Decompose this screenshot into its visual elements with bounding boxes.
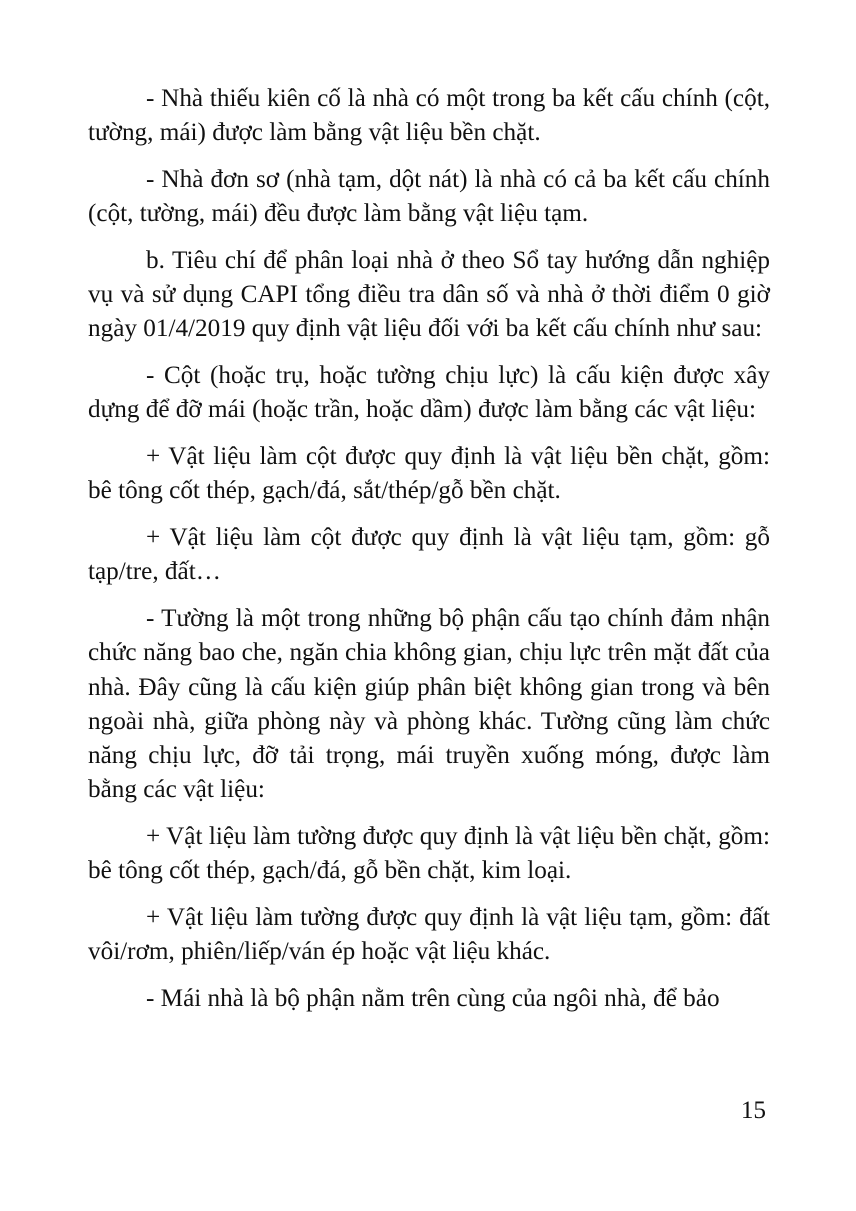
paragraph-nha-thieu-kien-co: - Nhà thiếu kiên cố là nhà có một trong ba kết cấu chính (cột, tường, mái) được làm bằng vật liệu bền chặt. (88, 85, 770, 147)
page-number: 15 (740, 1097, 766, 1124)
paragraph-tuong-ben-chat: + Vật liệu làm tường được quy định là vật liệu bền chặt, gồm: bê tông cốt thép, gạch/đá, gỗ bền chặt, kim loại. (88, 823, 770, 885)
paragraph-tuong: - Tường là một trong những bộ phận cấu tạo chính đảm nhận chức năng bao che, ngăn chia không gian, chịu lực trên mặt đất của nhà. Đây cũng là cấu kiện giúp phân biệt không gian trong và bên ngoài nhà, giữa phòng này và phòng khác. Tường cũng làm chức năng chịu lực, đỡ tải trọng, mái truyền xuống móng, được làm bằng các vật liệu: (88, 605, 770, 804)
paragraph-cot: - Cột (hoặc trụ, hoặc tường chịu lực) là cấu kiện được xây dựng để đỡ mái (hoặc trần, hoặc dầm) được làm bằng các vật liệu: (88, 362, 770, 424)
document-page (88, 82, 770, 1029)
paragraph-tieu-chi-phan-loai: b. Tiêu chí để phân loại nhà ở theo Sổ tay hướng dẫn nghiệp vụ và sử dụng CAPI tổng điều tra dân số và nhà ở thời điểm 0 giờ ngày 01/4/2019 quy định vật liệu đối với ba kết cấu chính như sau: (88, 247, 770, 343)
paragraph-cot-tam: + Vật liệu làm cột được quy định là vật liệu tạm, gồm: gỗ tạp/tre, đất… (88, 524, 770, 586)
paragraph-tuong-tam: + Vật liệu làm tường được quy định là vật liệu tạm, gồm: đất vôi/rơm, phiên/liếp/ván ép hoặc vật liệu khác. (88, 904, 770, 966)
paragraph-nha-don-so: - Nhà đơn sơ (nhà tạm, dột nát) là nhà có cả ba kết cấu chính (cột, tường, mái) đều được làm bằng vật liệu tạm. (88, 166, 770, 228)
paragraph-mai-nha: - Mái nhà là bộ phận nằm trên cùng của ngôi nhà, để bảo (146, 985, 720, 1013)
paragraph-cot-ben-chat: + Vật liệu làm cột được quy định là vật liệu bền chặt, gồm: bê tông cốt thép, gạch/đá, sắt/thép/gỗ bền chặt. (88, 443, 770, 505)
